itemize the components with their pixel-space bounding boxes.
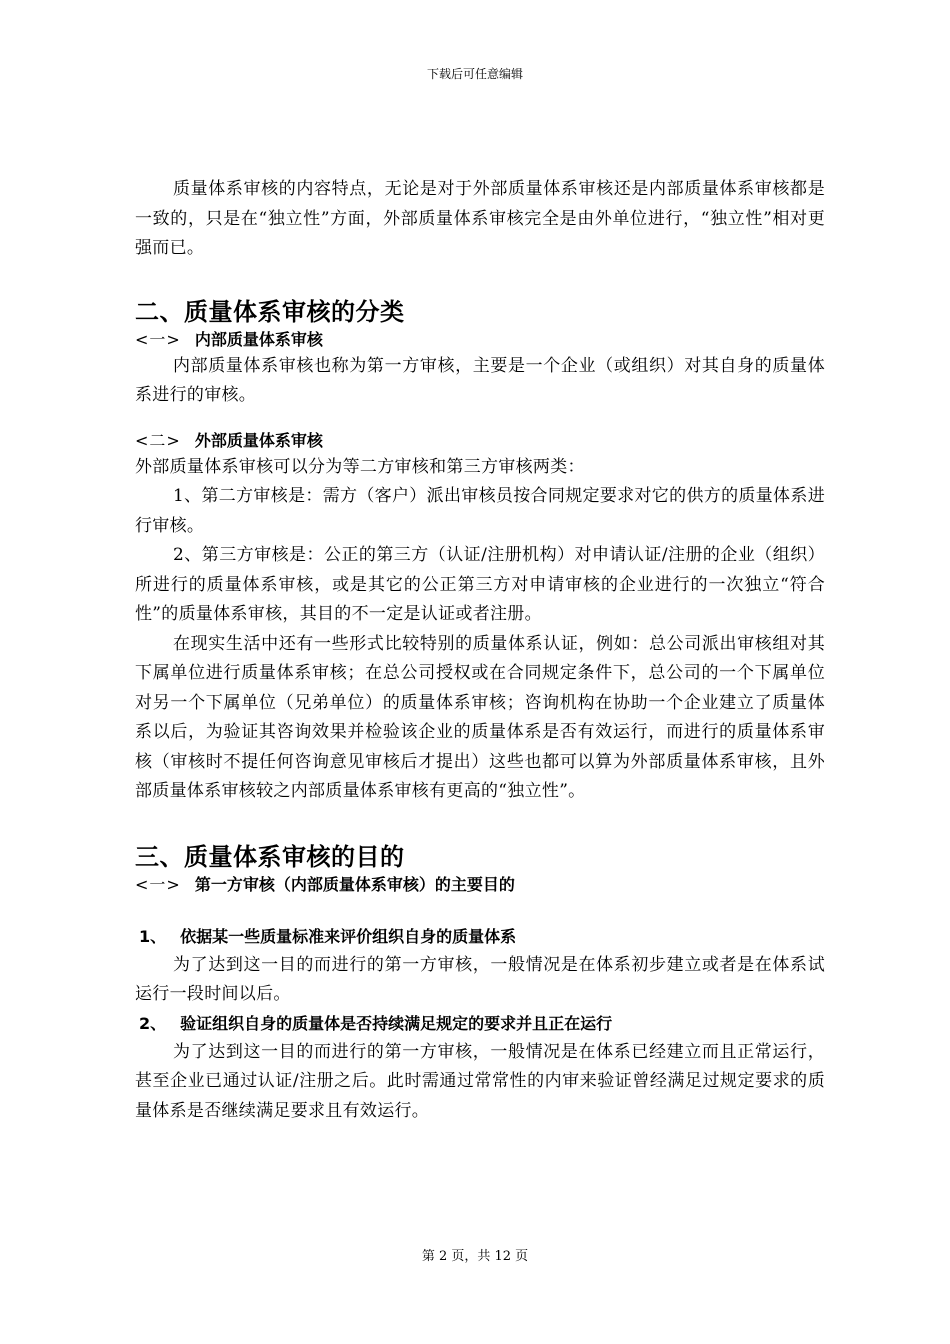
document-body	[135, 175, 825, 1126]
subsection-marker: <一>	[135, 874, 181, 894]
spacer	[135, 897, 825, 923]
paragraph-second-party-audit: 1、第二方审核是：需方（客户）派出审核员按合同规定要求对它的供方的质量体系进行审核。	[135, 486, 825, 536]
subsection-heading-first-party-purpose	[135, 873, 825, 897]
item-heading-verify-compliance	[135, 1010, 825, 1038]
item-title: 依据某一些质量标准来评价组织自身的质量体系	[180, 926, 517, 946]
spacer	[135, 411, 825, 429]
subsection-heading-internal-audit	[135, 328, 825, 352]
item-heading-evaluate-system	[135, 923, 825, 951]
page-footer: 第 2 页，共 12 页	[421, 1249, 529, 1264]
spacer	[135, 264, 825, 296]
subsection-title: 内部质量体系审核	[194, 329, 323, 349]
item-number: 1、	[139, 926, 167, 946]
subsection-title: 第一方审核（内部质量体系审核）的主要目的	[194, 874, 515, 894]
subsection-heading-external-audit	[135, 429, 825, 453]
subsection-title: 外部质量体系审核	[194, 430, 323, 450]
paragraph-evaluate-system-timing: 为了达到这一目的而进行的第一方审核，一般情况是在体系初步建立或者是在体系试运行一段时间以后。	[135, 954, 825, 1004]
paragraph-special-certification-forms: 在现实生活中还有一些形式比较特别的质量体系认证，例如：总公司派出审核组对其下属单位进行质量体系审核；在总公司授权或在合同规定条件下，总公司的一个下属单位对另一个下属单位（兄弟单位）的质量体系审核；咨询机构在协助一个企业建立了质量体系以后，为验证其咨询效果并检验该企业的质量体系是否有效运行，而进行的质量体系审核（审核时不提任何咨询意见审核后才提出）这些也都可以算为外部质量体系审核，且外部质量体系审核较之内部质量体系审核有更高的“独立性”。	[135, 633, 825, 801]
paragraph-third-party-audit: 2、第三方审核是：公正的第三方（认证/注册机构）对申请认证/注册的企业（组织）所进行的质量体系审核，或是其它的公正第三方对申请审核的企业进行的一次独立“符合性”的质量体系审核，其目的不一定是认证或者注册。	[135, 545, 825, 624]
section-heading-purpose: 三、质量体系审核的目的	[135, 842, 405, 871]
paragraph-internal-audit-definition: 内部质量体系审核也称为第一方审核，主要是一个企业（或组织）对其自身的质量体系进行的审核。	[135, 355, 825, 405]
subsection-marker: <二>	[135, 430, 181, 450]
item-title: 验证组织自身的质量体是否持续满足规定的要求并且正在运行	[180, 1013, 613, 1033]
item-number: 2、	[139, 1013, 167, 1033]
subsection-marker: <一>	[135, 329, 181, 349]
paragraph-verify-compliance-timing: 为了达到这一目的而进行的第一方审核，一般情况是在体系已经建立而且正常运行，甚至企业已通过认证/注册之后。此时需通过常常性的内审来验证曾经满足过规定要求的质量体系是否继续满足要求且有效运行。	[135, 1041, 825, 1121]
paragraph-audit-content-features: 质量体系审核的内容特点，无论是对于外部质量体系审核还是内部质量体系审核都是一致的，只是在“独立性”方面，外部质量体系审核完全是由外单位进行，“独立性”相对更强而已。	[135, 179, 825, 258]
section-heading-classification: 二、质量体系审核的分类	[135, 297, 405, 326]
page-header: 下载后可任意编辑	[426, 67, 523, 81]
paragraph-external-audit-types: 外部质量体系审核可以分为等二方审核和第三方审核两类：	[135, 456, 585, 477]
spacer	[135, 807, 825, 841]
